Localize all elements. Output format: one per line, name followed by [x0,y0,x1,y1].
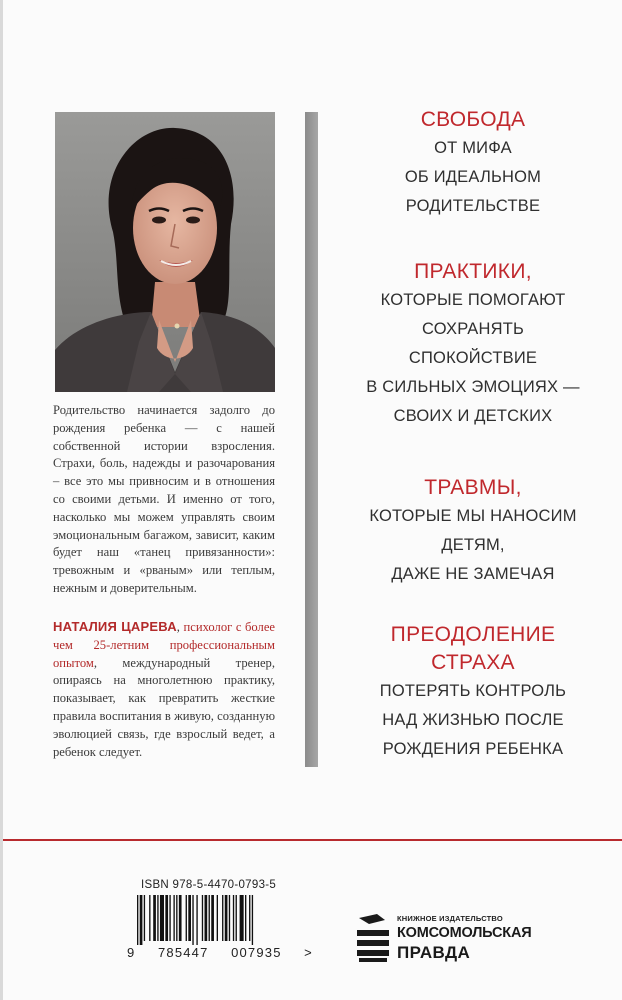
barcode-bar [173,895,174,941]
author-bio [53,618,275,761]
vertical-accent-bar [305,112,318,767]
feature-line: ПОТЕРЯТЬ КОНТРОЛЬ [379,682,567,700]
publisher-name-line1: КОМСОМОЛЬСКАЯ [397,925,532,941]
publisher-top-line: КНИЖНОЕ ИЗДАТЕЛЬСТВО [397,914,503,923]
barcode-digit-group: 9 [127,945,136,960]
barcode-bar [236,895,237,941]
barcode-bar [137,895,138,945]
barcode-bar [153,895,156,941]
barcode-bar [165,895,168,941]
barcode-bar [160,895,164,941]
feature-line: ОТ МИФА [434,139,512,157]
barcode [135,895,305,945]
barcode-bar [188,895,191,941]
barcode-bar [140,895,143,945]
author-sep: , [176,620,184,634]
feature-line: КОТОРЫЕ ПОМОГАЮТ [380,291,566,309]
barcode-bar [249,895,250,941]
barcode-bar [240,895,244,941]
feature-line: СПОКОЙСТВИЕ [408,349,538,367]
feature-block-overcoming-fear [323,621,622,764]
feature-heading: ПРАКТИКИ, [414,260,532,283]
barcode-bar [202,895,203,941]
barcode-bar [211,895,214,941]
book-description: Родительство начинается задолго до рождения ребенка — с нашей собственной истории взросления. Страхи, боль, надежды и разочарования – все это мы привносим и в отношения со своими детьми. И именно от того, насколько мы можем управлять своим эмоциональным багажом, зависит, каким будет наш «танец привязанности»: тревожным и «рваным» или теплым, нежным и доверительным. [53,403,275,595]
feature-line: В СИЛЬНЫХ ЭМОЦИЯХ — [366,378,580,396]
feature-line: ОБ ИДЕАЛЬНОМ [404,168,542,186]
author-bio-rest: , международный тренер, опираясь на многолетнюю практику, показывает, как превратить жесткие правила воспитания в живую, созданную эволюцией связь, где взрослый ведет, а ребенок следует. [53,655,275,759]
barcode-digit-group: 007935 [231,945,282,960]
barcode-bar [229,895,230,941]
feature-line: НАД ЖИЗНЬЮ ПОСЛЕ [382,711,564,729]
barcode-bar [245,895,246,941]
feature-heading: СТРАХА [431,651,515,674]
barcode-bar [149,895,150,941]
barcode-bar [186,895,187,941]
barcode-bar [196,895,197,945]
author-name: НАТАЛИЯ ЦАРЕВА [53,619,177,634]
barcode-bar [222,895,223,941]
feature-block-freedom [323,106,622,221]
barcode-bar [192,895,193,945]
feature-line: СОХРАНЯТЬ [421,320,525,338]
barcode-digit-group: 785447 [157,945,209,960]
feature-line: ДЕТЯМ, [441,536,505,554]
barcode-bar [169,895,170,941]
barcode-bar [225,895,228,941]
feature-heading: ТРАВМЫ, [424,476,522,499]
author-photo [55,112,275,392]
barcode-bar [144,895,145,941]
publisher-name-line2: ПРАВДА [397,943,471,962]
feature-block-traumas [323,474,622,589]
feature-heading: ПРЕОДОЛЕНИЕ [390,623,556,646]
feature-line: ДАЖЕ НЕ ЗАМЕЧАЯ [391,565,555,583]
barcode-digits [127,945,313,960]
feature-line: СВОИХ И ДЕТСКИХ [393,407,553,425]
book-stack-icon [355,912,391,964]
barcode-bar [176,895,177,941]
isbn-label: ISBN 978-5-4470-0793-5 [141,879,277,891]
footer-divider [3,839,622,841]
barcode-digit-group: > [304,945,313,960]
feature-block-practices [323,258,622,431]
barcode-bar [233,895,234,941]
author-portrait-image [55,112,275,392]
barcode-bar [252,895,253,945]
feature-line: РОЖДЕНИЯ РЕБЕНКА [382,740,564,758]
barcode-bar [205,895,208,941]
feature-heading: СВОБОДА [420,108,526,131]
feature-line: КОТОРЫЕ МЫ НАНОСИМ [369,507,577,525]
barcode-bar [157,895,158,941]
barcode-bar [179,895,182,941]
publisher-logo [355,912,532,968]
barcode-bar [209,895,210,941]
author-credential: психолог с более чем 25-летним профессиональным опытом [53,620,276,670]
barcode-bar [217,895,218,941]
feature-line: РОДИТЕЛЬСТВЕ [405,197,541,215]
